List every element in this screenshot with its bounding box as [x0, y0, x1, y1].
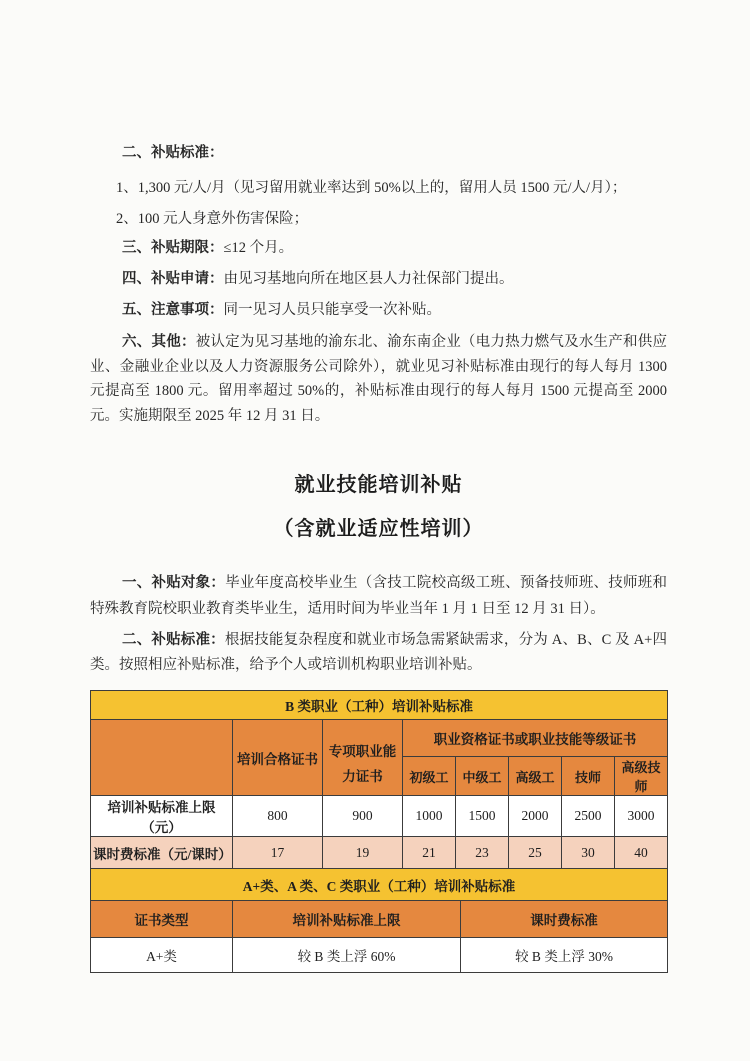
table-row-subsidy-cap: [91, 796, 668, 837]
col-header-cert-group: 职业资格证书或职业技能等级证书: [403, 720, 668, 757]
heading-subsidy-apply: [90, 268, 667, 290]
col-header-hour-fee: 课时费标准: [461, 901, 668, 938]
paragraph-other: [90, 330, 667, 428]
cell-hour-fee-special: 19: [323, 837, 403, 869]
row-label-hour-fee: 课时费标准（元/课时）: [91, 837, 233, 869]
table-ac-title: A+类、A 类、C 类职业（工种）培训补贴标准: [91, 869, 668, 901]
col-header-cert-type: 证书类型: [91, 901, 233, 938]
heading-notice-text: 同一见习人员只能享受一次补贴。: [223, 302, 441, 318]
cell-subsidy-cap-senior: 2000: [509, 796, 562, 837]
table-class-b: [90, 690, 668, 869]
page-subtitle: （含就业适应性培训）: [273, 518, 484, 540]
table-b-title-row: [91, 691, 668, 720]
cell-hour-fee-intermediate: 23: [456, 837, 509, 869]
cell-subsidy-cap-senior-technician: 3000: [615, 796, 668, 837]
paragraph-standard-text: 根据技能复杂程度和就业市场急需紧缺需求，分为 A、B、C 及 A+四类。按照相应补贴标准，给予个人或培训机构职业培训补贴。: [90, 632, 668, 673]
col-header-level-intermediate: 中级工: [456, 757, 509, 796]
col-header-level-technician: 技师: [562, 757, 615, 796]
paragraph-target-text: 毕业年度高校毕业生（含技工院校高级工班、预备技师班、技师班和特殊教育院校职业教育类毕业生，适用时间为毕业当年 1 月 1 日至 12 月 31 日）。: [90, 575, 668, 617]
cell-subsidy-cap-special: 900: [323, 796, 403, 837]
paragraph-other-text: 被认定为见习基地的渝东北、渝东南企业（电力热力燃气及水生产和供应业、金融业企业以及人力资源服务公司除外），就业见习补贴标准由现行的每人每月 1300 元提高至 1800 元。留用率超过 50%的，补贴标准由现行的每人每月 1500 元提高至 2000 元。实施期限至 2025 年 12 月 31 日。: [90, 334, 668, 424]
paragraph-target-label: 一、补贴对象：: [122, 575, 226, 591]
col-header-special-cert-text: 专项职业能力证书: [328, 743, 397, 784]
cell-hour-fee-technician: 30: [562, 837, 615, 869]
heading-subsidy-period: [90, 237, 667, 259]
table-ac-header-row: [91, 901, 668, 938]
heading-subsidy-period-text: ≤12 个月。: [223, 240, 294, 256]
cell-subsidy-cap-technician: 2500: [562, 796, 615, 837]
paragraph-target: [90, 570, 667, 622]
cell-hour-fee-senior-technician: 40: [615, 837, 668, 869]
page-title: 就业技能培训补贴: [294, 474, 463, 496]
col-header-special-cert: [323, 720, 403, 796]
cell-hour-fee-senior: 25: [509, 837, 562, 869]
table-ac-title-row: [91, 869, 668, 901]
row-label-subsidy-cap: 培训补贴标准上限（元）: [91, 796, 233, 837]
table-class-a-plus: [90, 868, 668, 973]
cell-a-plus-subsidy: 较 B 类上浮 60%: [233, 938, 461, 973]
list-item-2: 2、100 元人身意外伤害保险；: [116, 211, 309, 227]
heading-notice: [90, 299, 667, 321]
cell-subsidy-cap-training: 800: [233, 796, 323, 837]
cell-subsidy-cap-intermediate: 1500: [456, 796, 509, 837]
paragraph-other-label: 六、其他：: [122, 334, 196, 350]
cell-hour-fee-training: 17: [233, 837, 323, 869]
paragraph-standard-label: 二、补贴标准：: [122, 632, 225, 648]
heading-subsidy-apply-label: 四、补贴申请：: [122, 271, 224, 287]
col-header-level-senior: 高级工: [509, 757, 562, 796]
heading-subsidy-apply-text: 由见习基地向所在地区县人力社保部门提出。: [223, 271, 514, 287]
list-item-1: 1、1,300 元/人/月（见习留用就业率达到 50%以上的，留用人员 1500 元/人/月）；: [116, 180, 627, 196]
table-row-a-plus: [91, 938, 668, 973]
heading-subsidy-period-label: 三、补贴期限：: [122, 240, 224, 256]
cell-a-plus-type: A+类: [91, 938, 233, 973]
table-b-header-row-1: [91, 720, 668, 757]
cell-hour-fee-junior: 21: [403, 837, 456, 869]
paragraph-standard: [90, 628, 667, 678]
col-header-subsidy-cap: 培训补贴标准上限: [233, 901, 461, 938]
heading-subsidy-standard: 二、补贴标准：: [122, 145, 224, 161]
table-b-title: B 类职业（工种）培训补贴标准: [91, 691, 668, 720]
col-header-level-senior-technician: 高级技师: [615, 757, 668, 796]
cell-a-plus-hour-fee: 较 B 类上浮 30%: [461, 938, 668, 973]
cell-subsidy-cap-junior: 1000: [403, 796, 456, 837]
title-block: [90, 472, 667, 542]
col-header-level-junior: 初级工: [403, 757, 456, 796]
heading-notice-label: 五、注意事项：: [122, 302, 224, 318]
col-header-training-cert: 培训合格证书: [233, 720, 323, 796]
document-content: [90, 142, 667, 973]
table-row-hour-fee: [91, 837, 668, 869]
table-b-corner-cell: [91, 720, 233, 796]
